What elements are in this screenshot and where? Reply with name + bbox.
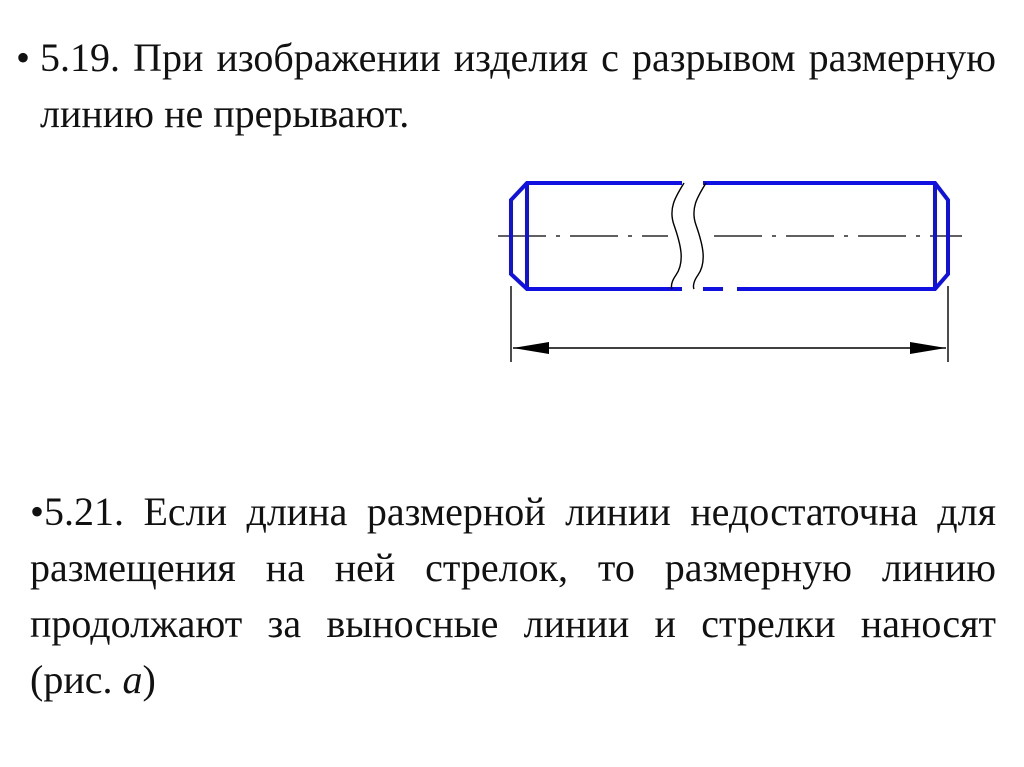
rule-5-21 <box>30 484 996 708</box>
arrow-right <box>910 342 946 354</box>
figure-reference: а <box>122 657 143 702</box>
part-outline <box>511 183 948 289</box>
dimension-line <box>513 342 946 354</box>
extension-lines <box>511 286 948 362</box>
break-line-left <box>671 183 684 289</box>
break-lines <box>671 183 706 289</box>
rule-5-19 <box>16 30 996 142</box>
rule-5-21-text: •5.21. Если длина размерной линии недостаточна для размещения на ней стрелок, то размерную линию продолжают за выносные линии и стрелки наносят (рис. <box>30 489 996 702</box>
bullet: • <box>16 35 31 80</box>
break-line-right <box>693 183 706 289</box>
rule-5-21-closing: ) <box>142 657 156 702</box>
right-end-contour <box>703 183 948 289</box>
left-end-contour <box>511 183 682 289</box>
rule-5-19-text: 5.19. При изображении изделия с разрывом размерную линию не прерывают. <box>40 35 996 136</box>
arrow-left <box>513 342 549 354</box>
